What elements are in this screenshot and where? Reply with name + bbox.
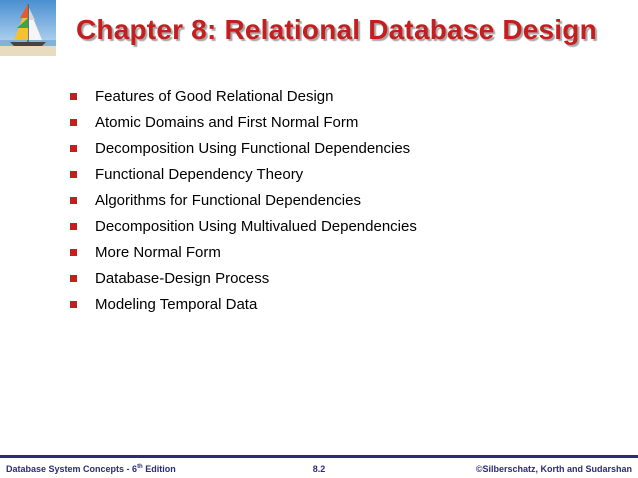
footer-book-sup: th xyxy=(137,464,143,470)
bullet-item xyxy=(70,110,417,136)
square-bullet-icon xyxy=(70,171,77,178)
footer-divider xyxy=(0,455,638,458)
slide-footer xyxy=(0,464,638,476)
bullet-item xyxy=(70,188,417,214)
bullet-item xyxy=(70,239,417,265)
square-bullet-icon xyxy=(70,301,77,308)
bullet-text: Atomic Domains and First Normal Form xyxy=(95,114,359,132)
square-bullet-icon xyxy=(70,249,77,256)
bullet-item xyxy=(70,136,417,162)
bullet-item xyxy=(70,265,417,291)
bullet-item xyxy=(70,162,417,188)
square-bullet-icon xyxy=(70,275,77,282)
bullet-text: More Normal Form xyxy=(95,243,221,261)
bullet-item xyxy=(70,291,417,317)
bullet-text: Decomposition Using Functional Dependencies xyxy=(95,140,411,158)
square-bullet-icon xyxy=(70,197,77,204)
square-bullet-icon xyxy=(70,119,77,126)
bullet-text: Algorithms for Functional Dependencies xyxy=(95,192,361,209)
footer-book-prefix: Database System Concepts - 6 xyxy=(6,464,138,474)
square-bullet-icon xyxy=(70,223,77,230)
footer-book-suffix: Edition xyxy=(142,464,176,474)
footer-copyright: ©Silberschatz, Korth and Sudarshan xyxy=(475,464,632,474)
square-bullet-icon xyxy=(70,145,77,152)
bullet-text: Modeling Temporal Data xyxy=(95,295,258,313)
sailboat-logo-icon xyxy=(0,0,56,56)
bullet-item xyxy=(70,213,417,239)
footer-page-number: 8.2 xyxy=(312,464,326,474)
bullet-item xyxy=(70,84,417,110)
square-bullet-icon xyxy=(70,93,77,100)
bullet-text: Functional Dependency Theory xyxy=(95,166,304,184)
bullet-text: Decomposition Using Multivalued Dependencies xyxy=(95,217,417,235)
bullet-text: Features of Good Relational Design xyxy=(95,88,334,106)
bullet-list xyxy=(70,84,417,317)
slide-title: Chapter 8: Relational Database Design xyxy=(76,14,597,45)
bullet-text: Database-Design Process xyxy=(95,269,270,287)
